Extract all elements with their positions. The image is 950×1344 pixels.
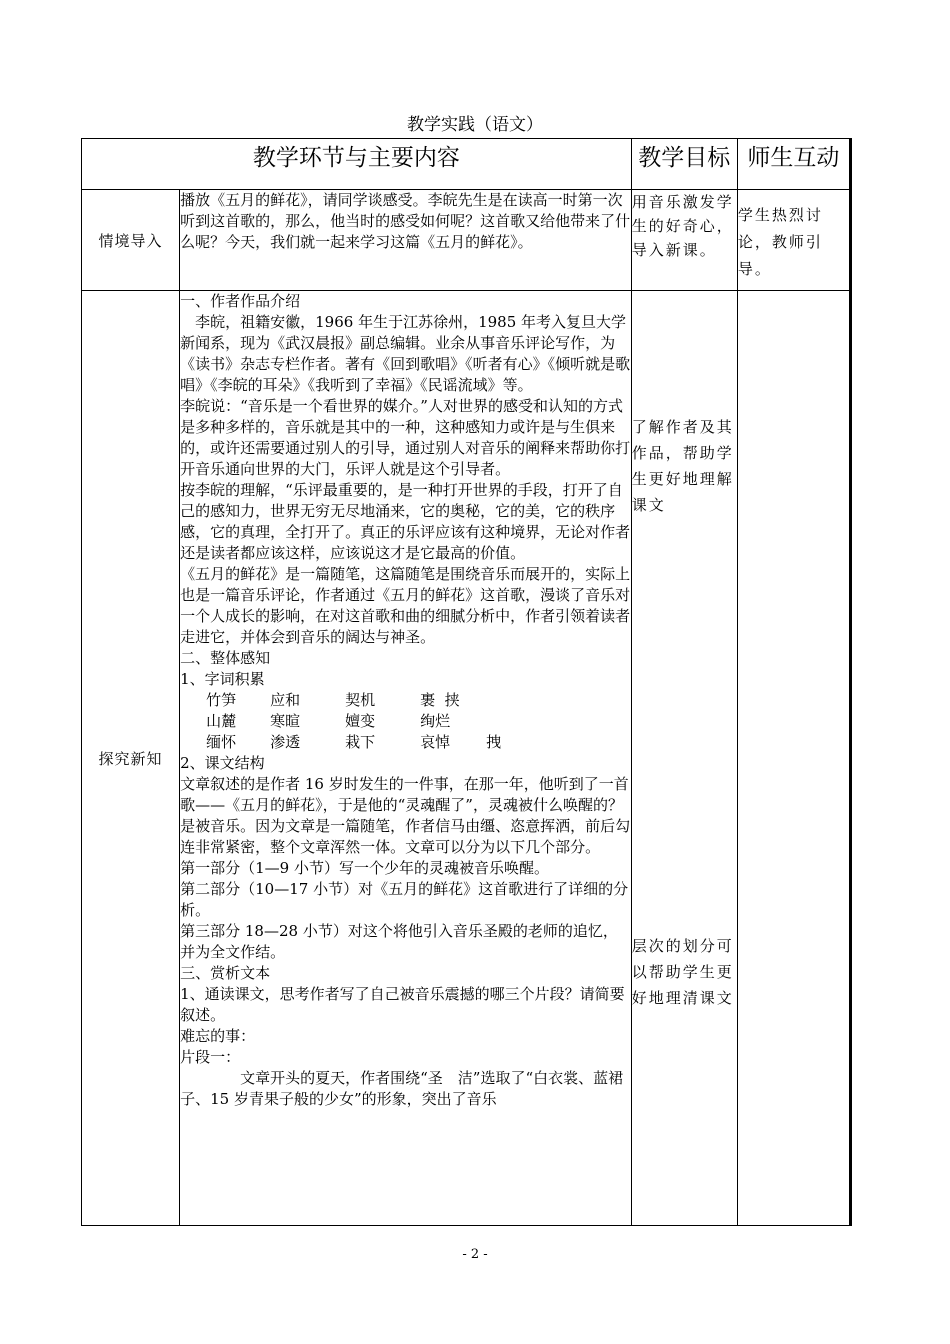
subsection-heading: 1、字词积累 [180,670,265,688]
row-label: 情境导入 [82,190,180,291]
table-header-row [82,139,851,190]
vocab-word: 裹 挟 [420,691,460,709]
vocab-row [180,732,631,753]
content-paragraph: 《五月的鲜花》是一篇随笔，这篇随笔是围绕音乐而展开的，实际上也是一篇音乐评论，作者通过《五月的鲜花》这首歌，漫谈了音乐对一个人成长的影响，在对这首歌和曲的细腻分析中，作者引领着读者走进它，并体会到音乐的阔达与神圣。 [180,565,631,646]
row-goal: 用音乐激发学生的好奇心，导入新课。 [631,190,737,291]
row-goal [631,291,737,1226]
vocab-row [180,690,631,711]
content-paragraph: 播放《五月的鲜花》，请同学谈感受。李皖先生是在读高一时第一次听到这首歌的，那么，他当时的感受如何呢？这首歌又给他带来了什么呢？今天，我们就一起来学习这篇《五月的鲜花》。 [180,191,631,251]
table-row [82,291,851,1226]
vocab-word: 绚烂 [420,712,451,730]
goal-text: 层次的划分可以帮助学生更好地理清课文 [631,937,734,1007]
lesson-table [81,138,852,1226]
table-row [82,190,851,291]
section-heading: 一、作者作品介绍 [180,292,301,310]
content-paragraph: 难忘的事： [180,1027,256,1045]
header-content: 教学环节与主要内容 [82,139,632,190]
content-paragraph: 按李皖的理解，“乐评最重要的，是一种打开世界的手段，打开了自己的感知力，世界无穷无尽地涌来，它的奥秘，它的美，它的秩序感，它的真理，全打开了。真正的乐评应该有这种境界，无论对作者还是读者都应该这样，应该说这才是它最高的价值。 [180,481,631,562]
vocab-word: 缅怀 [206,733,237,751]
vocab-word: 寒暄 [270,712,301,730]
section-heading: 三、赏析文本 [180,964,271,982]
vocab-word: 契机 [345,691,376,709]
vocab-word: 拽 [486,733,502,751]
vocab-word: 竹笋 [206,691,237,709]
vocab-word: 渗透 [270,733,301,751]
content-paragraph: 第一部分（1—9 小节）写一个少年的灵魂被音乐唤醒。 [180,859,549,877]
content-paragraph: 第三部分 18—28 小节）对这个将他引入音乐圣殿的老师的追忆，并为全文作结。 [180,922,618,961]
content-paragraph: 李皖，祖籍安徽，1966 年生于江苏徐州，1985 年考入复旦大学新闻系，现为《武汉晨报》副总编辑。业余从事音乐评论写作，为《读书》杂志专栏作者。著有《回到歌唱》《听者有心》《倾听就是歌唱》《李皖的耳朵》《我听到了幸福》《民谣流域》等。 [180,313,631,394]
vocab-word: 嬗变 [345,712,376,730]
vocab-row [180,711,631,732]
row-content [180,291,632,1226]
vocab-word: 栽下 [345,733,376,751]
page-number: - 2 - [462,1247,488,1262]
row-content [180,190,632,291]
section-heading: 二、整体感知 [180,649,271,667]
content-paragraph: 第二部分（10—17 小节）对《五月的鲜花》这首歌进行了详细的分析。 [180,880,629,919]
document-title: 教学实践（语文） [407,115,543,135]
content-paragraph: 文章叙述的是作者 16 岁时发生的一件事，在那一年，他听到了一首歌——《五月的鲜花》，于是他的“灵魂醒了”，灵魂被什么唤醒的？是被音乐。因为文章是一篇随笔，作者信马由缰、恣意挥洒，前后勾连非常紧密，整个文章浑然一体。文章可以分为以下几个部分。 [180,775,631,856]
row-interaction [737,291,850,1226]
subsection-heading: 2、课文结构 [180,754,265,772]
content-paragraph: 李皖说：“音乐是一个看世界的媒介。”人对世界的感受和认知的方式是多种多样的，音乐就是其中的一种，这种感知力或许是与生俱来的，或许还需要通过别人的引导，通过别人对音乐的阐释来帮助你打开音乐通向世界的大门，乐评人就是这个引导者。 [180,397,631,478]
vocab-word: 哀悼 [420,733,451,751]
row-interaction: 学生热烈讨论，教师引导。 [737,190,850,291]
content-paragraph: 片段一： [180,1048,241,1066]
vocab-word: 山麓 [206,712,237,730]
goal-text: 了解作者及其作品，帮助学生更好地理解课文 [631,418,734,514]
content-paragraph: 文章开头的夏天，作者围绕“圣 洁”选取了“白衣裳、蓝裙子、15 岁青果子般的少女”的形象，突出了音乐 [180,1069,624,1108]
header-interaction: 师生互动 [737,139,850,190]
vocab-word: 应和 [270,691,301,709]
content-paragraph: 1、通读课文，思考作者写了自己被音乐震撼的哪三个片段？请简要叙述。 [180,985,625,1024]
row-label: 探究新知 [82,291,180,1226]
header-goal: 教学目标 [631,139,737,190]
